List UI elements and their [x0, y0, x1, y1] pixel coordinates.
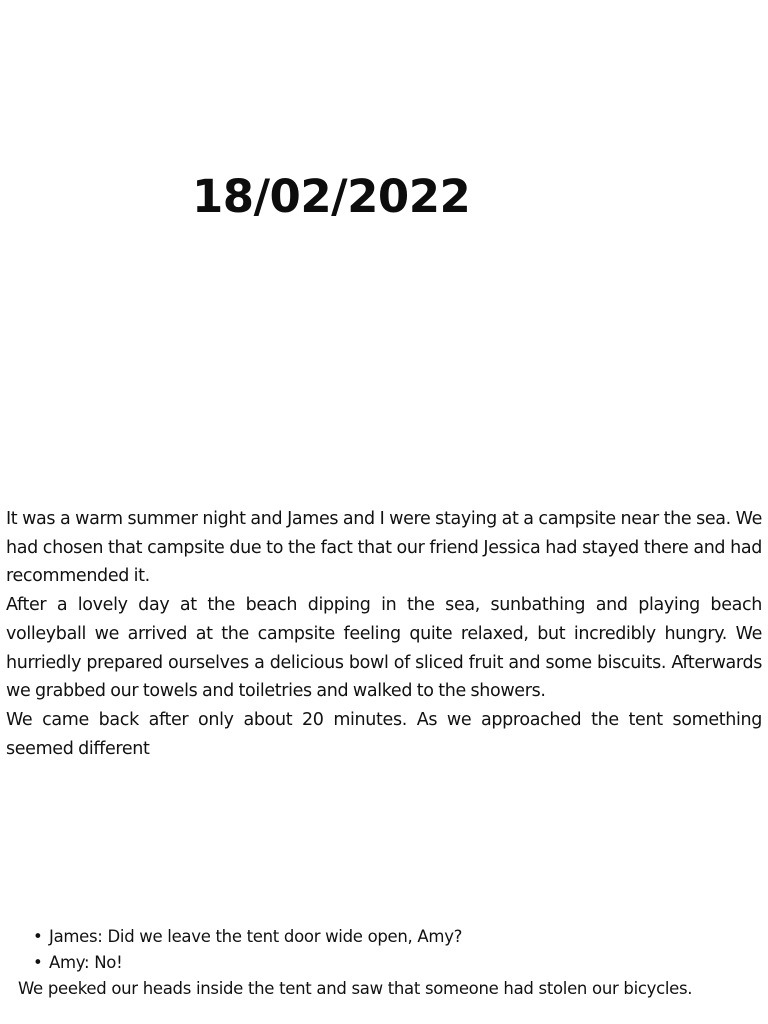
dialogue-item	[17, 950, 462, 976]
dialogue-item	[17, 924, 462, 950]
story-paragraph: We came back after only about 20 minutes. As we approached the tent something seemed different	[6, 709, 762, 759]
story-body	[6, 505, 762, 763]
story-paragraph: After a lovely day at the beach dipping in the sea, sunbathing and playing beach volleyball we arrived at the campsite feeling quite relaxed, but incredibly hungry. We hurriedly prepared ourselves a delicious bowl of sliced fruit and some biscuits. Afterwards we grabbed our towels and toiletries and walked to the showers.	[6, 595, 762, 702]
dialogue-list	[17, 924, 462, 976]
bullet-icon: •	[33, 927, 43, 946]
dialogue-line: Amy: No!	[49, 953, 123, 972]
dialogue-line: James: Did we leave the tent door wide open, Amy?	[49, 927, 463, 946]
story-paragraph: It was a warm summer night and James and I were staying at a campsite near the sea. We had chosen that campsite due to the fact that our friend Jessica had stayed there and had recommended it.	[6, 509, 762, 587]
closing-sentence: We peeked our heads inside the tent and saw that someone had stolen our bicycles.	[18, 979, 693, 998]
bullet-icon: •	[33, 953, 43, 972]
page-date-heading: 18/02/2022	[192, 170, 471, 223]
